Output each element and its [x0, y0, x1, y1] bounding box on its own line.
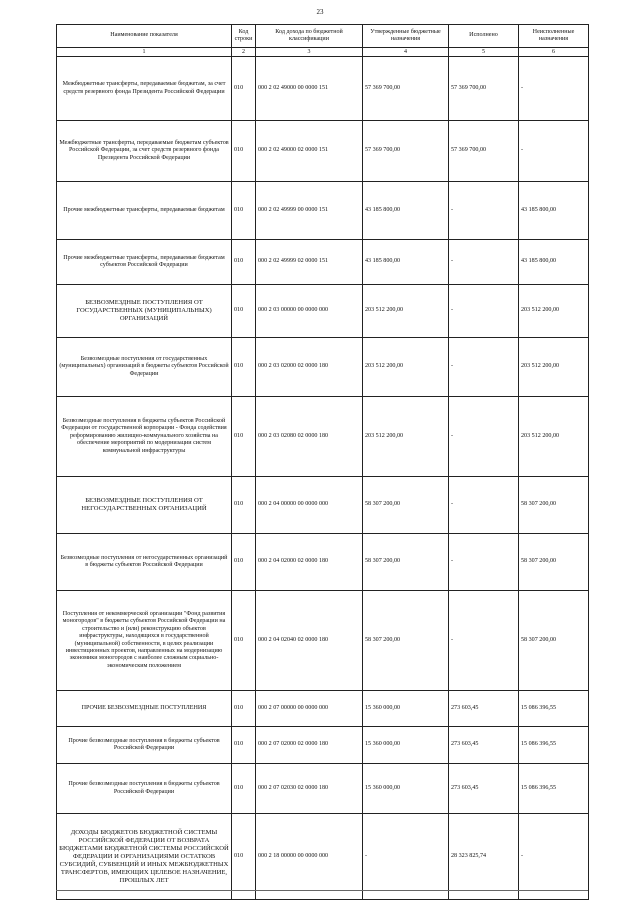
row-unexecuted: 15 086 396,55	[519, 691, 589, 727]
row-approved: -	[363, 814, 449, 900]
row-approved: 15 360 000,00	[363, 691, 449, 727]
row-line-code: 010	[232, 121, 256, 182]
row-income-code: 000 2 07 02000 02 0000 180	[256, 727, 363, 764]
row-approved: 57 369 700,00	[363, 57, 449, 121]
row-executed: 273 603,45	[449, 691, 519, 727]
row-executed: -	[449, 591, 519, 691]
row-line-code: 010	[232, 534, 256, 591]
row-unexecuted: 15 086 396,55	[519, 727, 589, 764]
row-line-code: 010	[232, 240, 256, 285]
row-approved: 203 512 200,00	[363, 397, 449, 477]
header-indicator-name: Наименование показателя	[57, 25, 232, 48]
row-approved: 203 512 200,00	[363, 285, 449, 338]
row-executed: 273 603,45	[449, 764, 519, 814]
row-income-code: 000 2 03 00000 00 0000 000	[256, 285, 363, 338]
table-row	[57, 121, 589, 182]
table-row	[57, 477, 589, 534]
row-line-code: 010	[232, 397, 256, 477]
row-name: Безвозмездные поступления от государственных (муниципальных) организаций в бюджеты субъектов Российской Федерации	[57, 338, 232, 397]
row-name: Прочие безвозмездные поступления в бюджеты субъектов Российской Федерации	[57, 727, 232, 764]
row-name: ДОХОДЫ БЮДЖЕТОВ БЮДЖЕТНОЙ СИСТЕМЫ РОССИЙСКОЙ ФЕДЕРАЦИИ ОТ ВОЗВРАТА БЮДЖЕТАМИ БЮДЖЕТНОЙ СИСТЕМЫ РОССИЙСКОЙ ФЕДЕРАЦИИ И ОРГАНИЗАЦИЯМИ ОСТАТКОВ СУБСИДИЙ, СУБВЕНЦИЙ И ИНЫХ МЕЖБЮДЖЕТНЫХ ТРАНСФЕРТОВ, ИМЕЮЩИХ ЦЕЛЕВОЕ НАЗНАЧЕНИЕ, ПРОШЛЫХ ЛЕТ	[57, 814, 232, 900]
page-bottom-rule	[56, 890, 588, 891]
column-number: 2	[232, 48, 256, 57]
row-income-code: 000 2 02 49999 02 0000 151	[256, 240, 363, 285]
budget-execution-table	[56, 24, 589, 900]
row-executed: 28 323 825,74	[449, 814, 519, 900]
table-row	[57, 285, 589, 338]
row-name: БЕЗВОЗМЕЗДНЫЕ ПОСТУПЛЕНИЯ ОТ НЕГОСУДАРСТВЕННЫХ ОРГАНИЗАЦИЙ	[57, 477, 232, 534]
row-executed: -	[449, 182, 519, 240]
header-income-code: Код дохода по бюджетной классификации	[256, 25, 363, 48]
column-number: 6	[519, 48, 589, 57]
row-name: Прочие межбюджетные трансферты, передаваемые бюджетам	[57, 182, 232, 240]
row-line-code: 010	[232, 285, 256, 338]
row-name: Безвозмездные поступления в бюджеты субъектов Российской Федерации от государственной корпорации - Фонда содействия реформированию жилищно-коммунального хозяйства на обеспечение мероприятий по модернизации систем коммунальной инфраструктуры	[57, 397, 232, 477]
row-income-code: 000 2 02 49999 00 0000 151	[256, 182, 363, 240]
row-income-code: 000 2 04 00000 00 0000 000	[256, 477, 363, 534]
row-executed: 273 603,45	[449, 727, 519, 764]
row-executed: 57 369 700,00	[449, 57, 519, 121]
table-row	[57, 691, 589, 727]
header-line-code: Код строки	[232, 25, 256, 48]
row-executed: -	[449, 477, 519, 534]
row-name: Безвозмездные поступления от негосударственных организаций в бюджеты субъектов Российской Федерации	[57, 534, 232, 591]
row-unexecuted: 203 512 200,00	[519, 397, 589, 477]
row-unexecuted: 203 512 200,00	[519, 285, 589, 338]
column-number: 1	[57, 48, 232, 57]
row-approved: 58 307 200,00	[363, 591, 449, 691]
row-unexecuted: 58 307 200,00	[519, 591, 589, 691]
row-income-code: 000 2 04 02000 02 0000 180	[256, 534, 363, 591]
row-unexecuted: 203 512 200,00	[519, 338, 589, 397]
table-row	[57, 397, 589, 477]
row-line-code: 010	[232, 182, 256, 240]
table-row	[57, 57, 589, 121]
row-approved: 57 369 700,00	[363, 121, 449, 182]
row-name: Поступления от некоммерческой организации "Фонд развития моногородов" в бюджеты субъектов Российской Федерации на строительство и (или) реконструкцию объектов инфраструктуры, находящихся в государственной (муниципальной) собственности, в целях реализации инвестиционных проектов, направленных на модернизацию экономики моногородов с наиболее сложным социально-экономическим положением	[57, 591, 232, 691]
table-header-row	[57, 25, 589, 48]
row-unexecuted: 15 086 396,55	[519, 764, 589, 814]
table-row	[57, 591, 589, 691]
row-income-code: 000 2 04 02040 02 0000 180	[256, 591, 363, 691]
column-number: 4	[363, 48, 449, 57]
row-approved: 58 307 200,00	[363, 477, 449, 534]
table-row	[57, 534, 589, 591]
row-line-code: 010	[232, 338, 256, 397]
table-row	[57, 338, 589, 397]
row-line-code: 010	[232, 727, 256, 764]
row-executed: -	[449, 285, 519, 338]
header-unexecuted: Неисполненные назначения	[519, 25, 589, 48]
row-approved: 58 307 200,00	[363, 534, 449, 591]
table-row	[57, 814, 589, 900]
row-executed: -	[449, 397, 519, 477]
row-unexecuted: 43 185 800,00	[519, 240, 589, 285]
row-line-code: 010	[232, 591, 256, 691]
page-number: 23	[316, 8, 324, 16]
row-line-code: 010	[232, 477, 256, 534]
row-approved: 43 185 800,00	[363, 182, 449, 240]
row-name: ПРОЧИЕ БЕЗВОЗМЕЗДНЫЕ ПОСТУПЛЕНИЯ	[57, 691, 232, 727]
header-executed: Исполнено	[449, 25, 519, 48]
row-income-code: 000 2 03 02000 02 0000 180	[256, 338, 363, 397]
row-approved: 15 360 000,00	[363, 727, 449, 764]
table-row	[57, 764, 589, 814]
row-line-code: 010	[232, 764, 256, 814]
row-name: Межбюджетные трансферты, передаваемые бюджетам субъектов Российской Федерации, за счет средств резервного фонда Президента Российской Федерации	[57, 121, 232, 182]
row-name: Прочие межбюджетные трансферты, передаваемые бюджетам субъектов Российской Федерации	[57, 240, 232, 285]
row-name: Межбюджетные трансферты, передаваемые бюджетам, за счет средств резервного фонда Президента Российской Федерации	[57, 57, 232, 121]
table-row	[57, 727, 589, 764]
header-approved: Утвержденные бюджетные назначения	[363, 25, 449, 48]
row-executed: 57 369 700,00	[449, 121, 519, 182]
column-number-row	[57, 48, 589, 57]
row-income-code: 000 2 18 00000 00 0000 000	[256, 814, 363, 900]
row-income-code: 000 2 07 02030 02 0000 180	[256, 764, 363, 814]
row-unexecuted: -	[519, 57, 589, 121]
row-approved: 43 185 800,00	[363, 240, 449, 285]
row-unexecuted: 58 307 200,00	[519, 534, 589, 591]
row-unexecuted: -	[519, 121, 589, 182]
row-unexecuted: -	[519, 814, 589, 900]
row-executed: -	[449, 338, 519, 397]
column-number: 3	[256, 48, 363, 57]
row-line-code: 010	[232, 691, 256, 727]
table-row	[57, 240, 589, 285]
row-approved: 203 512 200,00	[363, 338, 449, 397]
row-income-code: 000 2 02 49000 00 0000 151	[256, 57, 363, 121]
column-number: 5	[449, 48, 519, 57]
row-line-code: 010	[232, 814, 256, 900]
row-name: Прочие безвозмездные поступления в бюджеты субъектов Российской Федерации	[57, 764, 232, 814]
table-row	[57, 182, 589, 240]
row-name: БЕЗВОЗМЕЗДНЫЕ ПОСТУПЛЕНИЯ ОТ ГОСУДАРСТВЕННЫХ (МУНИЦИПАЛЬНЫХ) ОРГАНИЗАЦИЙ	[57, 285, 232, 338]
row-unexecuted: 43 185 800,00	[519, 182, 589, 240]
row-unexecuted: 58 307 200,00	[519, 477, 589, 534]
row-approved: 15 360 000,00	[363, 764, 449, 814]
row-income-code: 000 2 03 02080 02 0000 180	[256, 397, 363, 477]
row-income-code: 000 2 07 00000 00 0000 000	[256, 691, 363, 727]
row-executed: -	[449, 240, 519, 285]
row-income-code: 000 2 02 49000 02 0000 151	[256, 121, 363, 182]
row-line-code: 010	[232, 57, 256, 121]
row-executed: -	[449, 534, 519, 591]
